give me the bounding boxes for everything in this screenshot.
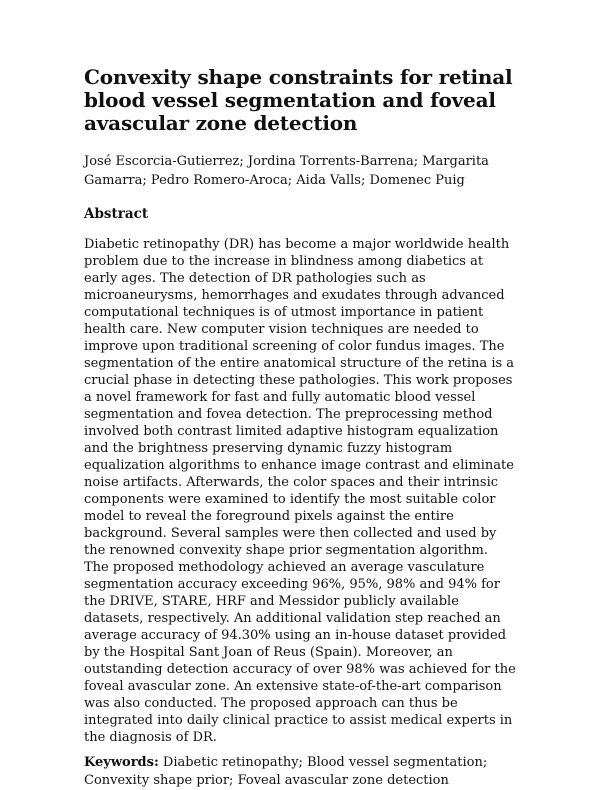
keywords-label: Keywords: (84, 755, 159, 770)
author-list: José Escorcia-Gutierrez; Jordina Torrents-Barrena; Margarita Gamarra; Pedro Romero-Aroca; Aida Valls; Domenec Puig (84, 154, 489, 188)
keywords-text: Diabetic retinopathy; Blood vessel segmentation; Convexity shape prior; Foveal avascular zone detection (84, 755, 488, 788)
paper-title: Convexity shape constraints for retinal blood vessel segmentation and foveal avascular zone detection (84, 65, 513, 135)
abstract-text: Diabetic retinopathy (DR) has become a major worldwide health problem due to the increase in blindness among diabetics at early ages. The detection of DR pathologies such as microaneurysms, hemorrhages and exudates through advanced computational techniques is of utmost importance in patient health care. New computer vision techniques are needed to improve upon traditional screening of color fundus images. The segmentation of the entire anatomical structure of the retina is a crucial phase in detecting these pathologies. This work proposes a novel framework for fast and fully automatic blood vessel segmentation and fovea detection. The preprocessing method involved both contrast limited adaptive histogram equalization and the brightness preserving dynamic fuzzy histogram equalization algorithms to enhance image contrast and eliminate noise artifacts. Afterwards, the color spaces and their intrinsic components were examined to identify the most suitable color model to reveal the foreground pixels against the entire background. Several samples were then collected and used by the renowned convexity shape prior segmentation algorithm. The proposed methodology achieved an average vasculature segmentation accuracy exceeding 96%, 95%, 98% and 94% for the DRIVE, STARE, HRF and Messidor publicly available datasets, respectively. An additional validation step reached an average accuracy of 94.30% using an in-house dataset provided by the Hospital Sant Joan of Reus (Spain). Moreover, an outstanding detection accuracy of over 98% was achieved for the foveal avascular zone. An extensive state-of-the-art comparison was also conducted. The proposed approach can thus be integrated into daily clinical practice to assist medical experts in the diagnosis of DR. (84, 237, 516, 745)
keywords-paragraph (84, 754, 516, 790)
abstract-heading: Abstract (84, 206, 149, 222)
